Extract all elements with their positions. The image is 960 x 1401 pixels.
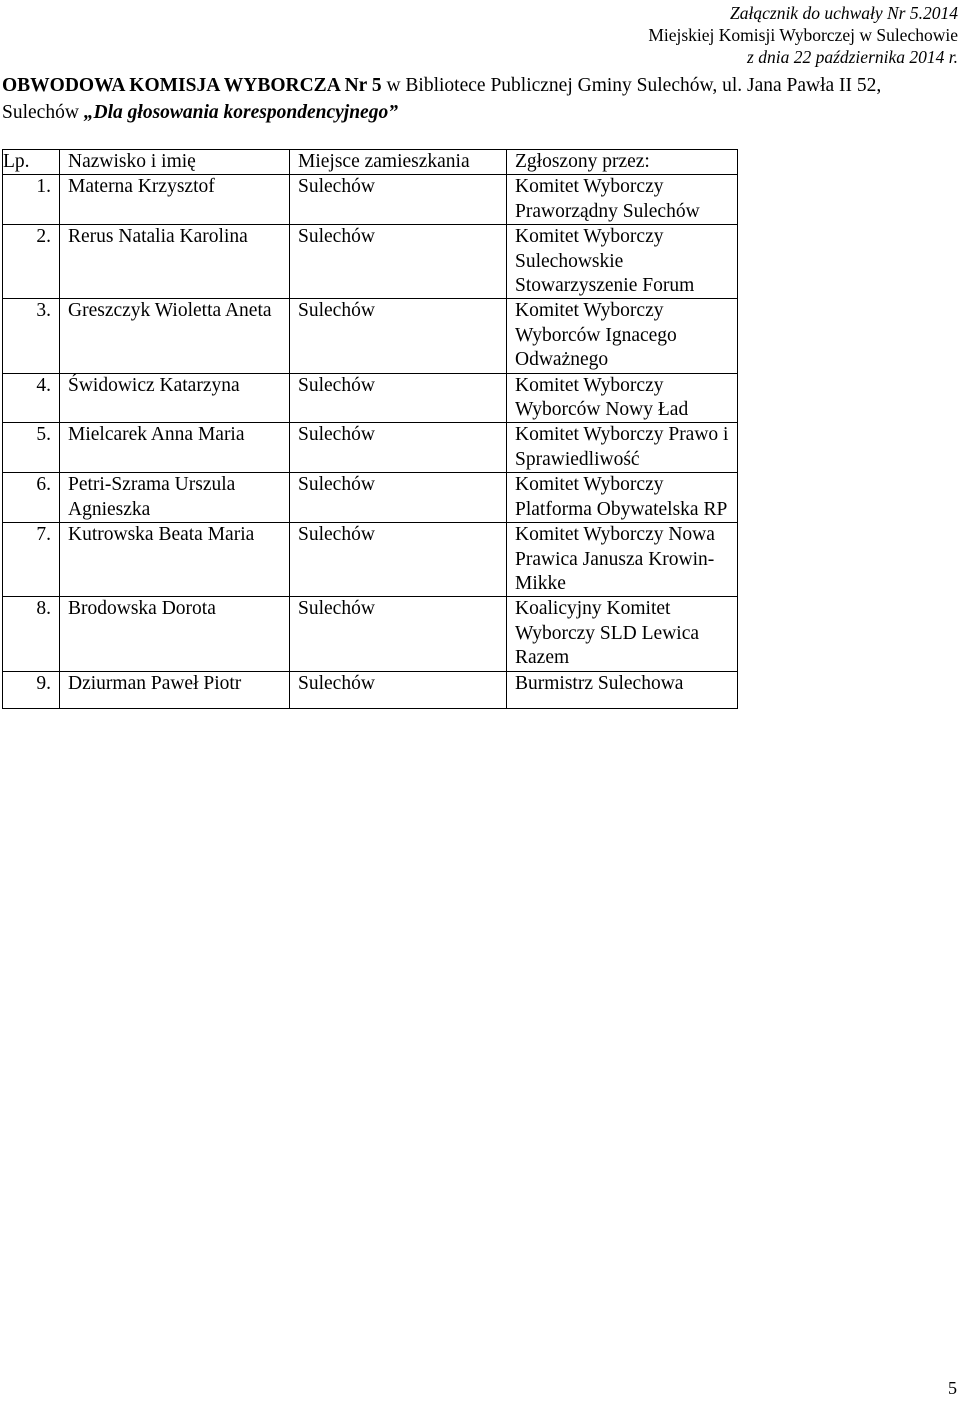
table-row (3, 597, 738, 671)
row-place: Sulechów (290, 373, 507, 423)
row-nominated-by: Komitet Wyborczy Sulechowskie Stowarzyszenie Forum (507, 225, 738, 299)
row-name: Greszczyk Wioletta Aneta (60, 299, 290, 373)
row-nominated-by: Komitet Wyborczy Wyborców Nowy Ład (507, 373, 738, 423)
row-nominated-by: Burmistrz Sulechowa (507, 671, 738, 708)
row-name: Kutrowska Beata Maria (60, 523, 290, 597)
row-lp: 4. (3, 373, 60, 423)
row-nominated-by: Koalicyjny Komitet Wyborczy SLD Lewica Razem (507, 597, 738, 671)
row-place: Sulechów (290, 299, 507, 373)
row-nominated-by: Komitet Wyborczy Nowa Prawica Janusza Krowin-Mikke (507, 523, 738, 597)
row-name: Brodowska Dorota (60, 597, 290, 671)
row-name: Petri-Szrama Urszula Agnieszka (60, 473, 290, 523)
row-place: Sulechów (290, 423, 507, 473)
header-lp: Lp. (3, 150, 60, 175)
row-lp: 5. (3, 423, 60, 473)
table-row (3, 175, 738, 225)
header-nominated-by: Zgłoszony przez: (507, 150, 738, 175)
row-lp: 7. (3, 523, 60, 597)
table-row (3, 473, 738, 523)
attachment-line: Załącznik do uchwały Nr 5.2014 (730, 3, 958, 23)
table-row (3, 423, 738, 473)
row-lp: 8. (3, 597, 60, 671)
row-name: Mielcarek Anna Maria (60, 423, 290, 473)
table-row (3, 523, 738, 597)
table-row (3, 373, 738, 423)
members-table-wrapper (2, 149, 738, 709)
row-name: Świdowicz Katarzyna (60, 373, 290, 423)
table-row (3, 671, 738, 708)
date-line: z dnia 22 października 2014 r. (747, 47, 958, 67)
table-row (3, 299, 738, 373)
row-place: Sulechów (290, 175, 507, 225)
commission-line: Miejskiej Komisji Wyborczej w Sulechowie (648, 25, 958, 45)
row-nominated-by: Komitet Wyborczy Wyborców Ignacego Odważnego (507, 299, 738, 373)
page-number: 5 (948, 1378, 957, 1398)
row-name: Materna Krzysztof (60, 175, 290, 225)
title-bold: OBWODOWA KOMISJA WYBORCZA Nr 5 (2, 75, 382, 96)
document-title (2, 72, 952, 126)
row-lp: 2. (3, 225, 60, 299)
row-lp: 1. (3, 175, 60, 225)
row-place: Sulechów (290, 225, 507, 299)
row-lp: 9. (3, 671, 60, 708)
row-nominated-by: Komitet Wyborczy Platforma Obywatelska RP (507, 473, 738, 523)
header-name: Nazwisko i imię (60, 150, 290, 175)
header-place: Miejsce zamieszkania (290, 150, 507, 175)
row-place: Sulechów (290, 597, 507, 671)
row-nominated-by: Komitet Wyborczy Prawo i Sprawiedliwość (507, 423, 738, 473)
attachment-header (648, 2, 958, 68)
table-header-row (3, 150, 738, 175)
row-name: Dziurman Paweł Piotr (60, 671, 290, 708)
members-table (2, 149, 738, 709)
title-bold-italic: „Dla głosowania korespondencyjnego” (83, 102, 398, 123)
row-place: Sulechów (290, 671, 507, 708)
row-lp: 3. (3, 299, 60, 373)
row-lp: 6. (3, 473, 60, 523)
table-row (3, 225, 738, 299)
row-place: Sulechów (290, 523, 507, 597)
row-place: Sulechów (290, 473, 507, 523)
row-name: Rerus Natalia Karolina (60, 225, 290, 299)
row-nominated-by: Komitet Wyborczy Praworządny Sulechów (507, 175, 738, 225)
title-normal: w Bibliotece Publicznej Gminy Sulechów, ul. Jana Pawła II 52, Sulechów (2, 75, 882, 123)
